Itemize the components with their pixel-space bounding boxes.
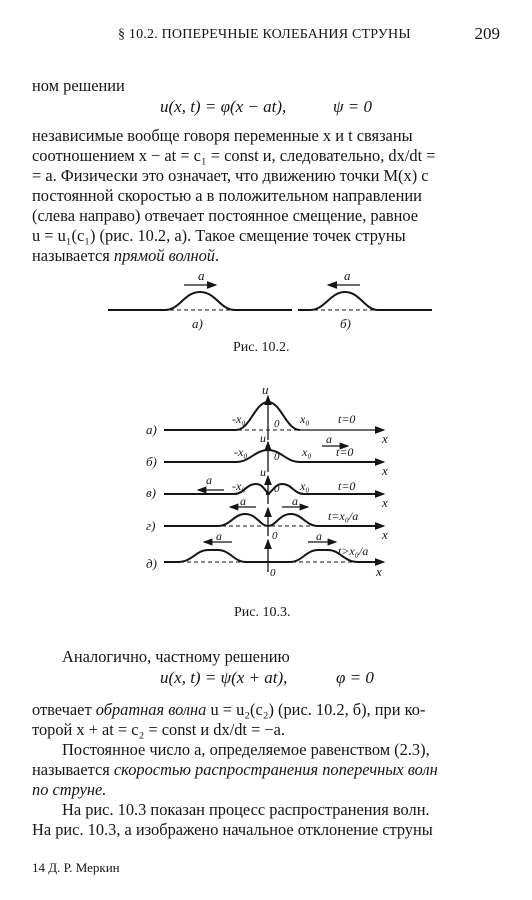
text-line: [32, 246, 219, 266]
text-line: по струне.: [32, 780, 107, 799]
text-line: ном решении: [32, 76, 125, 95]
label-zero: 0: [274, 451, 280, 463]
text-line: Постоянное число a, определяемое равенством (2.3),: [62, 740, 430, 759]
text-line: Аналогично, частному решению: [62, 647, 290, 666]
label-time: t=0: [336, 445, 354, 459]
label-x0: x₀: [300, 412, 310, 426]
row-label: б): [146, 454, 157, 469]
text-run: u = u₂(c₂) (рис. 10.2, б), при ко-: [206, 700, 426, 719]
text-line: = a. Физически это означает, что движению точки M(x) с: [32, 166, 429, 185]
sublabel-b: б): [340, 316, 351, 331]
x-axis-label: x: [382, 527, 388, 542]
term-italic: прямой волной: [113, 246, 215, 265]
x-axis-label: x: [382, 463, 388, 478]
label-zero: 0: [274, 483, 280, 495]
arrow-label: a: [206, 473, 212, 487]
pulse-curve-right: [266, 484, 382, 494]
equation-1-left: u(x, t) = φ(x − at),: [160, 97, 287, 116]
text-line: независимые вообще говоря переменные x и t связаны: [32, 126, 413, 145]
text-run: называется: [32, 246, 114, 265]
text-line: соотношением x − at = c₁ = const и, следовательно, dx/dt =: [32, 146, 436, 165]
u-axis-label: u: [260, 431, 266, 445]
arrow-label: a: [292, 494, 298, 508]
x-axis-label: x: [382, 431, 388, 446]
string-curve-a: [108, 292, 292, 310]
running-header: § 10.2. ПОПЕРЕЧНЫЕ КОЛЕБАНИЯ СТРУНЫ: [118, 27, 411, 42]
label-zero: 0: [270, 567, 276, 579]
printer-signature: 14 Д. Р. Меркин: [32, 860, 120, 875]
label-minus-x0: -x₀: [234, 445, 248, 459]
x-axis-label: x: [376, 564, 382, 579]
page-number: 209: [474, 24, 500, 43]
arrow-label: a: [316, 529, 322, 543]
term-italic: обратная волна: [95, 700, 207, 719]
text-line: На рис. 10.3, a изображено начальное отклонение струны: [32, 820, 433, 839]
text-run: .: [215, 246, 220, 265]
x-axis-label: x: [382, 495, 388, 510]
text-run: отвечает: [32, 700, 96, 719]
label-time: t>x₀/a: [338, 544, 369, 558]
label-x0: x₀: [302, 445, 312, 459]
figure-10-3: [0, 380, 532, 590]
label-minus-x0: -x₀: [232, 479, 246, 493]
row-label: a): [146, 422, 157, 437]
text-line: торой x + at = c₂ = const и dx/dt = −a.: [32, 720, 286, 739]
arrow-label: a: [216, 529, 222, 543]
row-label: в): [146, 485, 156, 500]
text-line: постоянной скоростью a в положительном направлении: [32, 186, 422, 205]
label-minus-x0: -x₀: [232, 412, 246, 426]
row-label: д): [146, 556, 157, 571]
label-time: t=x₀/a: [328, 509, 359, 523]
text-line: u = u₁(c₁) (рис. 10.2, a). Такое смещение точек струны: [32, 226, 406, 245]
label-time: t=0: [338, 412, 356, 426]
arrow-label-b: a: [344, 268, 351, 283]
label-zero: 0: [274, 418, 280, 430]
text-line: (слева направо) отвечает постоянное смещение, равное: [32, 206, 419, 225]
text-line: [32, 700, 425, 720]
caption-10-2: Рис. 10.2.: [233, 340, 290, 355]
arrow-label-a: a: [198, 268, 205, 283]
text-run: называется: [32, 760, 114, 779]
label-time: t=0: [338, 479, 356, 493]
equation-1-right: ψ = 0: [333, 97, 373, 116]
label-zero: 0: [272, 530, 278, 542]
equation-2-right: φ = 0: [336, 668, 374, 687]
arrow-label: a: [326, 432, 332, 446]
caption-10-3: Рис. 10.3.: [234, 605, 291, 620]
string-curve-b: [298, 292, 432, 310]
figure-10-2: [0, 268, 532, 348]
text-line: [32, 760, 438, 780]
text-line: На рис. 10.3 показан процесс распространения волн.: [62, 800, 430, 819]
u-axis-label: u: [260, 465, 266, 479]
sublabel-a: a): [192, 316, 203, 331]
arrow-label: a: [240, 494, 246, 508]
pulse-curve-left: [164, 484, 270, 494]
row-label: г): [146, 518, 156, 533]
label-x0: x₀: [300, 479, 310, 493]
u-axis-label: u: [262, 382, 269, 397]
equation-2-left: u(x, t) = ψ(x + at),: [160, 668, 288, 687]
term-italic: скоростью распространения поперечных волн: [113, 760, 438, 779]
